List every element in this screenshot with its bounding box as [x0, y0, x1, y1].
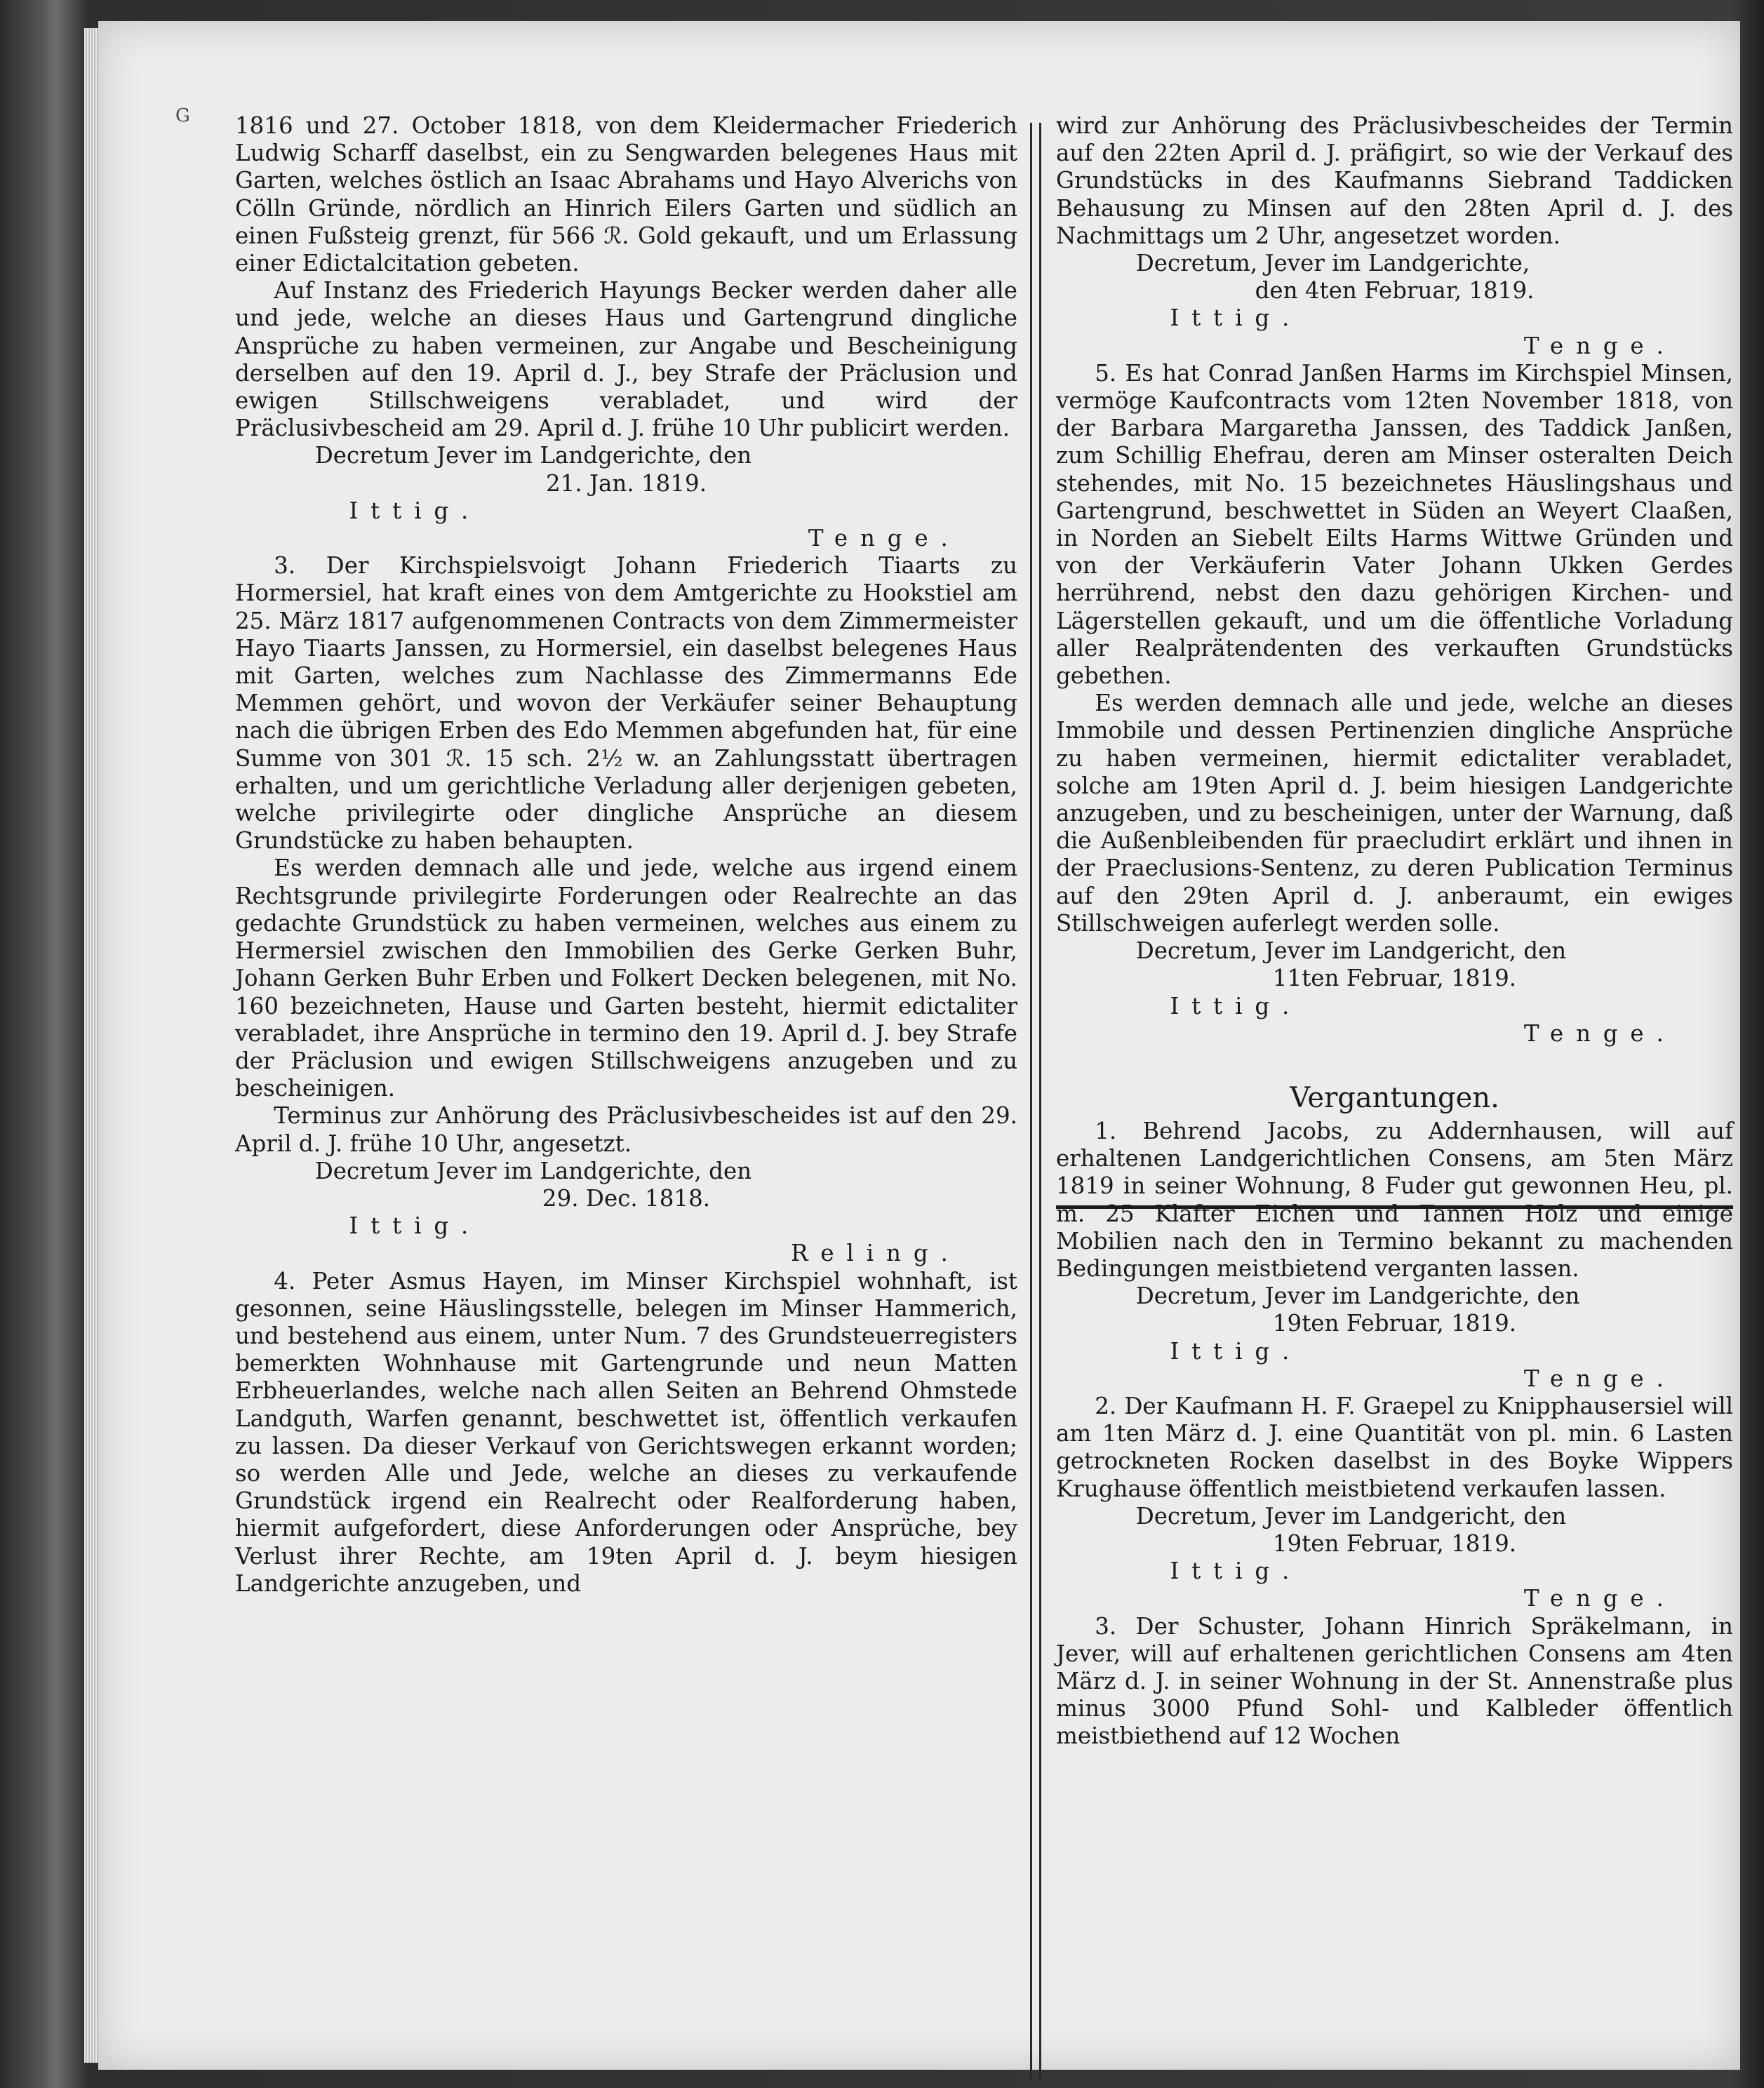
notice-paragraph: 1816 und 27. October 1818, von dem Kleidermacher Friederich Ludwig Scharff daselbst, ein zu Sengwarden belegenes Haus mit Garten, welches östlich an Isaac Abrahams und Hayo Alverichs von Cölln Gründe, nördlich an Hinrich Eilers Garten und südlich an einen Fußsteig grenzt, für 566 ℛ. Gold gekauft, und um Erlassung einer Edictalcitation gebeten.: [235, 112, 1017, 277]
notice-signature: Ittig.: [1170, 304, 1302, 332]
auction-signature: Tenge.: [1523, 1365, 1676, 1392]
notice-date: den 4ten Februar, 1819.: [1255, 277, 1535, 304]
left-column: [235, 112, 1017, 1598]
notice-paragraph: wird zur Anhörung des Präclusivbescheides der Termin auf den 22ten April d. J. präfigirt, so wie der Verkauf des Grundstücks in des Kaufmanns Siebrand Taddicken Behausung zu Minsen auf den 28ten April d. J. des Nachmittags um 2 Uhr, angesetzet worden.: [1056, 112, 1733, 249]
notice-paragraph: Auf Instanz des Friederich Hayungs Becker werden daher alle und jede, welche an dieses Haus und Gartengrund dingliche Ansprüche zu haben vermeinen, zur Angabe und Bescheinigung derselben auf den 19. April d. J., bey Strafe der Präclusion und ewigen Stillschweigens verabladet, und wird der Präclusivbescheid am 29. April d. J. frühe 10 Uhr publicirt werden.: [235, 277, 1017, 442]
notice-decretum-line: Decretum, Jever im Landgerichte,: [1135, 250, 1530, 277]
auction-decretum-line: Decretum, Jever im Landgerichte, den: [1135, 1283, 1580, 1310]
notice-signature: Reling.: [791, 1240, 961, 1267]
notice-date: 11ten Februar, 1819.: [1272, 965, 1517, 992]
notice-paragraph: Es werden demnach alle und jede, welche an dieses Immobile und dessen Pertinenzien dingliche Ansprüche zu haben vermeinen, hiermit edictaliter verabladet, solche am 19ten April d. J. beim hiesigen Landgerichte anzugeben, und zu bescheinigen, unter der Warnung, daß die Außenbleibenden für praecludirt erklärt und ihnen in der Praeclusions-Sentenz, zu deren Publication Terminus auf den 29ten April d. J. anberaumt, ein ewiges Stillschweigen auferlegt werden solle.: [1056, 690, 1733, 937]
notice-date: 29. Dec. 1818.: [542, 1184, 711, 1212]
notice-signature: Ittig.: [349, 497, 481, 524]
page-stack-edges: [84, 28, 98, 2063]
corner-mark: G: [175, 105, 190, 126]
auction-decretum-line: Decretum, Jever im Landgericht, den: [1135, 1502, 1567, 1530]
notice-paragraph: 3. Der Kirchspielsvoigt Johann Friederich Tiaarts zu Hormersiel, hat kraft eines von dem Amtgerichte zu Hookstiel am 25. März 1817 aufgenommenen Contracts von dem Zimmermeister Hayo Tiaarts Janssen, zu Hormersiel, ein daselbst belegenes Haus mit Garten, welches zum Nachlasse des Zimmermanns Ede Memmen gehört, und wovon der Verkäufer seiner Behauptung nach die übrigen Erben des Edo Memmen abgefunden hat, für eine Summe von 301 ℛ. 15 sch. 2½ w. an Zahlungsstatt übertragen erhalten, und um gerichtliche Verladung aller derjenigen gebeten, welche privilegirte oder dingliche Ansprüche an diesem Grundstücke zu haben behaupten.: [235, 552, 1017, 855]
auction-signature: Ittig.: [1170, 1558, 1302, 1585]
auction-date: 19ten Februar, 1819.: [1272, 1530, 1517, 1557]
notice-paragraph: Es werden demnach alle und jede, welche aus irgend einem Rechtsgrunde privilegirte Forderungen oder Realrechte an das gedachte Grundstück zu haben vermeinen, welches aus einem zu Hermersiel zwischen den Immobilien des Gerke Gerken Buhr, Johann Gerken Buhr Erben und Folkert Decken belegenen, mit No. 160 bezeichneten, Hause und Garten besteht, hiermit edictaliter verabladet, ihre Ansprüche in termino den 19. April d. J. bey Strafe der Präclusion und ewigen Stillschweigens anzugeben und zu bescheinigen.: [235, 855, 1017, 1102]
notice-signature: Ittig.: [349, 1212, 481, 1240]
column-divider: [1030, 123, 1041, 2080]
right-column: [1056, 112, 1733, 1751]
notice-date: 21. Jan. 1819.: [545, 469, 707, 497]
notice-signature: Tenge.: [808, 525, 961, 552]
auction-date: 19ten Februar, 1819.: [1272, 1310, 1517, 1337]
section-rule: [1056, 1205, 1733, 1209]
right-column-notices: [1056, 112, 1733, 1048]
section-heading: Vergantungen.: [1290, 1081, 1499, 1114]
notice-signature: Tenge.: [1523, 1019, 1676, 1047]
right-column-auctions: [1056, 1118, 1733, 1751]
notice-signature: Tenge.: [1523, 332, 1676, 359]
notice-signature: Ittig.: [1170, 992, 1302, 1019]
auction-paragraph: 1. Behrend Jacobs, zu Addernhausen, will auf erhaltenen Landgerichtlichen Consens, am 5ten März 1819 in seiner Wohnung, 8 Fuder gut gewonnen Heu, pl. m. 25 Klafter Eichen und Tannen Holz und einige Mobilien nach den in Termino bekannt zu machenden Bedingungen meistbietend verganten lassen.: [1056, 1117, 1733, 1282]
auction-paragraph: 2. Der Kaufmann H. F. Graepel zu Knipphausersiel will am 1ten März d. J. eine Quantität von pl. min. 6 Lasten getrockneten Rocken daselbst in des Boyke Wippers Krughause öffentlich meistbietend verkaufen lassen.: [1056, 1392, 1733, 1502]
auction-signature: Tenge.: [1523, 1585, 1676, 1612]
notice-paragraph: Terminus zur Anhörung des Präclusivbescheides ist auf den 29. April d. J. frühe 10 Uhr, angesetzt.: [235, 1102, 1017, 1157]
notice-decretum-line: Decretum Jever im Landgerichte, den: [314, 1157, 752, 1184]
notice-decretum-line: Decretum, Jever im Landgericht, den: [1135, 937, 1567, 965]
auction-signature: Ittig.: [1170, 1337, 1302, 1365]
section-spacer: [1056, 1048, 1733, 1074]
auction-paragraph: 3. Der Schuster, Johann Hinrich Spräkelmann, in Jever, will auf erhaltenen gerichtlichen Consens am 4ten März d. J. in seiner Wohnung in der St. Annenstraße plus minus 3000 Pfund Sohl- und Kalbleder öffentlich meistbiethend auf 12 Wochen: [1056, 1612, 1733, 1750]
notice-decretum-line: Decretum Jever im Landgerichte, den: [314, 442, 752, 469]
notice-paragraph: 4. Peter Asmus Hayen, im Minser Kirchspiel wohnhaft, ist gesonnen, seine Häuslingsstelle, belegen im Minser Hammerich, und bestehend aus einem, unter Num. 7 des Grundsteuerregisters bemerkten Wohnhause mit Gartengrunde und neun Matten Erbheuerlandes, welche nach allen Seiten an Behrend Ohmstede Landguth, Warfen genannt, beschwettet ist, öffentlich verkaufen zu lassen. Da dieser Verkauf von Gerichtswegen erkannt worden; so werden Alle und Jede, welche an dieses zu verkaufende Grundstück irgend ein Realrecht oder Realforderung haben, hiermit aufgefordert, diese Anforderungen oder Ansprüche, bey Verlust ihrer Rechte, am 19ten April d. J. beym hiesigen Landgerichte anzugeben, und: [235, 1267, 1017, 1597]
notice-paragraph: 5. Es hat Conrad Janßen Harms im Kirchspiel Minsen, vermöge Kaufcontracts vom 12ten November 1818, von der Barbara Margaretha Janssen, des Taddick Janßen, zum Schillig Ehefrau, deren am Minser osteralten Deich stehendes, mit No. 15 bezeichnetes Häuslingshaus und Gartengrund, beschwettet in Süden an Weyert Claaßen, in Norden an Siebelt Eilts Harms Wittwe Gründen und von der Verkäuferin Vater Johann Ukken Gerdes herrührend, nebst den dazu gehörigen Kirchen- und Lägerstellen gekauft, und um die öffentliche Vorladung aller Realprätendenten des verkauften Grundstücks gebethen.: [1056, 359, 1733, 690]
